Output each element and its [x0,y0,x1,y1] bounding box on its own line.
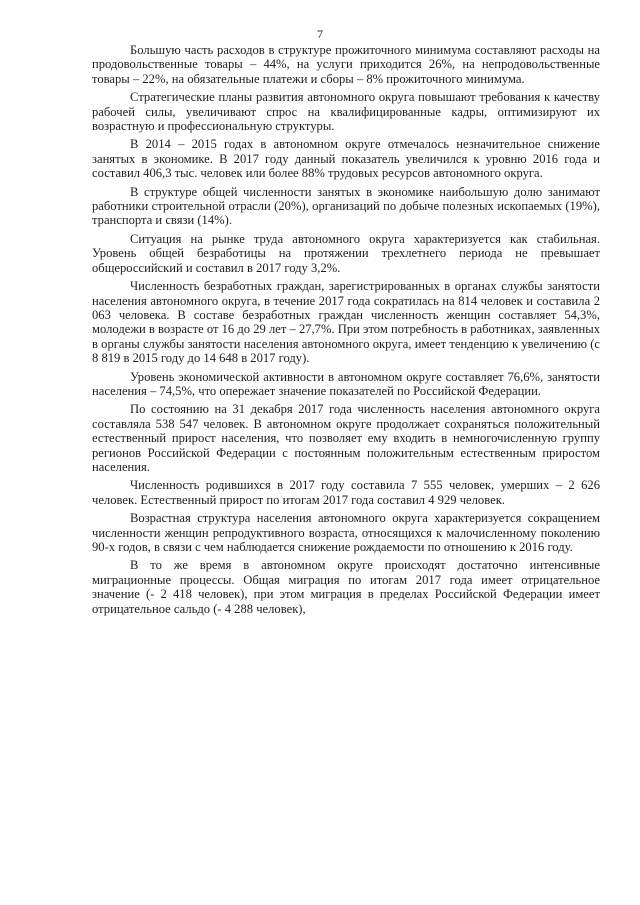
paragraph-migration: В то же время в автономном округе происходят достаточно интенсивные миграционные процессы. Общая миграция по итогам 2017 года имеет отрицательное значение (- 2 418 человек), при этом миграция в пределах Российской Федерации имеет отрицательное сальдо (- 4 288 человек), [92,558,600,616]
paragraph-employment-structure: В структуре общей численности занятых в экономике наибольшую долю занимают работники строительной отрасли (20%), организаций по добыче полезных ископаемых (19%), транспорта и связи (14%). [92,184,600,228]
paragraph-employment-dynamics: В 2014 – 2015 годах в автономном округе отмечалось незначительное снижение занятых в экономике. В 2017 году данный показатель увеличился к уровню 2016 года и составил 406,3 тыс. человек или более 88% трудовых ресурсов автономного округа. [92,137,600,181]
paragraph-births-deaths: Численность родившихся в 2017 году составила 7 555 человек, умерших – 2 626 человек. Естественный прирост по итогам 2017 года составил 4 929 человек. [92,478,600,507]
document-body [92,43,600,620]
paragraph-subsistence-costs: Большую часть расходов в структуре прожиточного минимума составляют расходы на продовольственные товары – 44%, на услуги приходится 26%, на непродовольственные товары – 22%, на обязательные платежи и сборы – 8% прожиточного минимума. [92,43,600,86]
paragraph-population: По состоянию на 31 декабря 2017 года численность населения автономного округа составляла 538 547 человек. В автономном округе продолжает сохраняться положительный естественный прирост населения, что позволяет ему входить в немногочисленную группу регионов Российской Федерации с постоянным положительным естественным приростом населения. [92,402,600,474]
paragraph-strategic-plans: Стратегические планы развития автономного округа повышают требования к качеству рабочей силы, увеличивают спрос на квалифицированные кадры, оптимизируют их возрастную и профессиональную структуры. [92,90,600,134]
paragraph-age-structure: Возрастная структура населения автономного округа характеризуется сокращением численности женщин репродуктивного возраста, относящихся к малочисленному поколению 90-х годов, в связи с чем наблюдается снижение рождаемости по отношению к 2016 году. [92,511,600,554]
paragraph-unemployed: Численность безработных граждан, зарегистрированных в органах службы занятости населения автономного округа, в течение 2017 года сократилась на 814 человек и составила 2 063 человека. В составе безработных граждан численность женщин составляет 54,3%, молодежи в возрасте от 16 до 29 лет – 27,7%. При этом потребность в работниках, заявленных в органы службы занятости населения автономного округа, имеет тенденцию к увеличению (с 8 819 в 2015 году до 14 648 в 2017 году). [92,279,600,366]
paragraph-labor-market: Ситуация на рынке труда автономного округа характеризуется как стабильная. Уровень общей безработицы на протяжении трехлетнего периода не превышает общероссийский и составил в 2017 году 3,2%. [92,231,600,275]
page-number: 7 [317,27,323,41]
paragraph-economic-activity: Уровень экономической активности в автономном округе составляет 76,6%, занятости населения – 74,5%, что опережает значение показателей по Российской Федерации. [92,369,600,398]
